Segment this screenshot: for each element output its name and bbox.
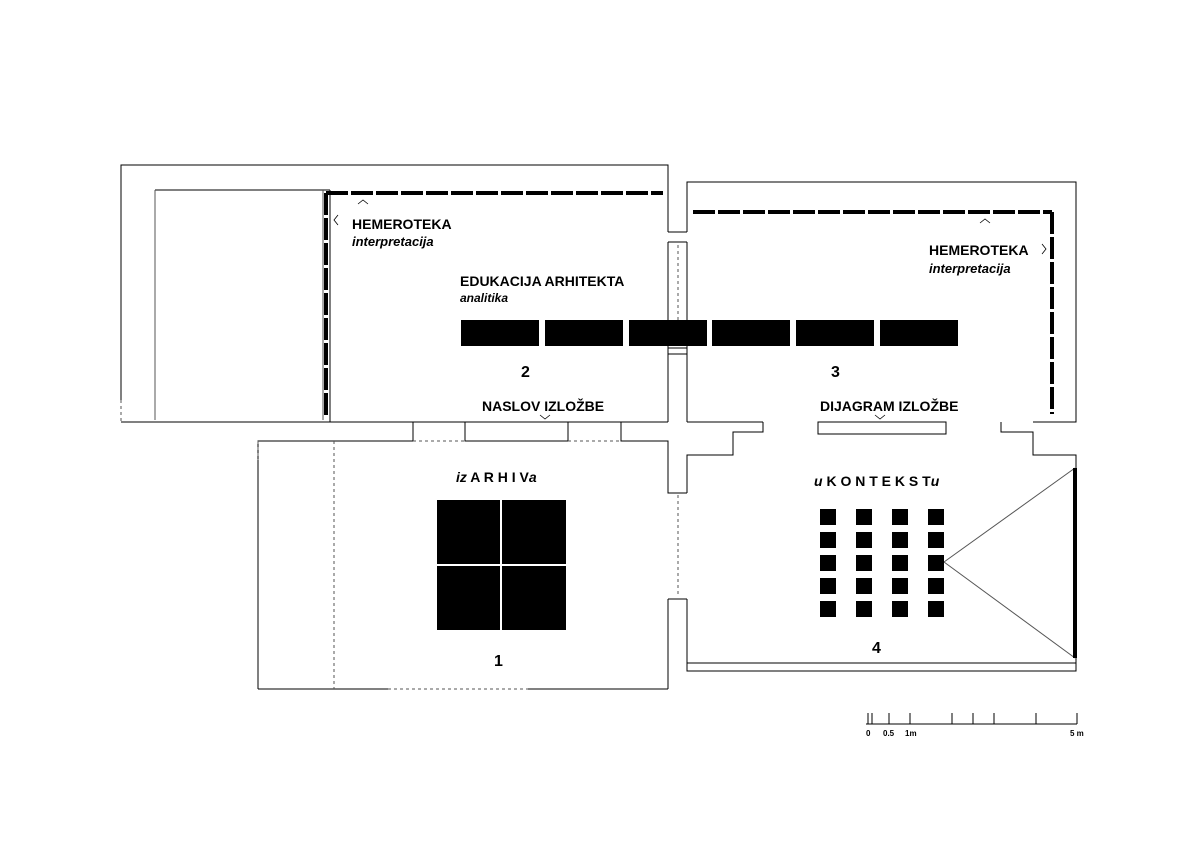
scale-bar [866,713,1077,724]
u-kontekstu-label [814,473,940,489]
chevron-up-icon [358,200,368,204]
dijagram-izlozbe-label: DIJAGRAM IZLOŽBE [820,398,959,414]
room-number-2: 2 [521,364,530,381]
scale-tick-0: 0 [866,729,871,738]
room-number-1: 1 [494,653,503,670]
chevron-left-icon [334,215,338,225]
iz-arhiva-post: a [528,469,537,485]
chevron-up-icon [980,219,990,223]
edukacija-subtitle: analitika [460,291,509,305]
iz-arhiva-main: A R H I V [466,469,529,485]
u-kontekstu-main: K O N T E K S T [822,473,931,489]
u-kontekstu-seating-grid [820,509,944,617]
scale-tick-0-5: 0.5 [883,729,895,738]
chevron-down-icon [540,415,550,419]
u-kontekstu-pre: u [814,473,823,489]
scale-tick-1m: 1m [905,729,917,738]
room-2-walls [121,165,668,422]
u-kontekstu-post: u [930,473,940,489]
naslov-izlozbe-label: NASLOV IZLOŽBE [482,398,605,414]
edukacija-display-panels [461,320,958,346]
edukacija-title: EDUKACIJA ARHITEKTA [460,273,625,289]
chevron-right-icon [1042,244,1046,254]
hemeroteka-right-subtitle: interpretacija [929,261,1011,276]
iz-arhiva-display [437,500,566,630]
chevron-down-icon [875,415,885,419]
room-number-3: 3 [831,364,840,381]
room-number-4: 4 [872,640,881,657]
room-3-walls [687,182,1076,422]
iz-arhiva-label [456,469,537,485]
chevron-markers [334,200,1046,419]
iz-arhiva-pre: iz [456,469,467,485]
room-4-walls [687,422,1076,671]
room-2-inner-lines [121,190,323,422]
hemeroteka-right-title: HEMEROTEKA [929,242,1029,258]
hemeroteka-left-subtitle: interpretacija [352,234,434,249]
scale-tick-5m: 5 m [1070,729,1084,738]
projection-cone [944,468,1075,658]
hemeroteka-left-title: HEMEROTEKA [352,216,452,232]
